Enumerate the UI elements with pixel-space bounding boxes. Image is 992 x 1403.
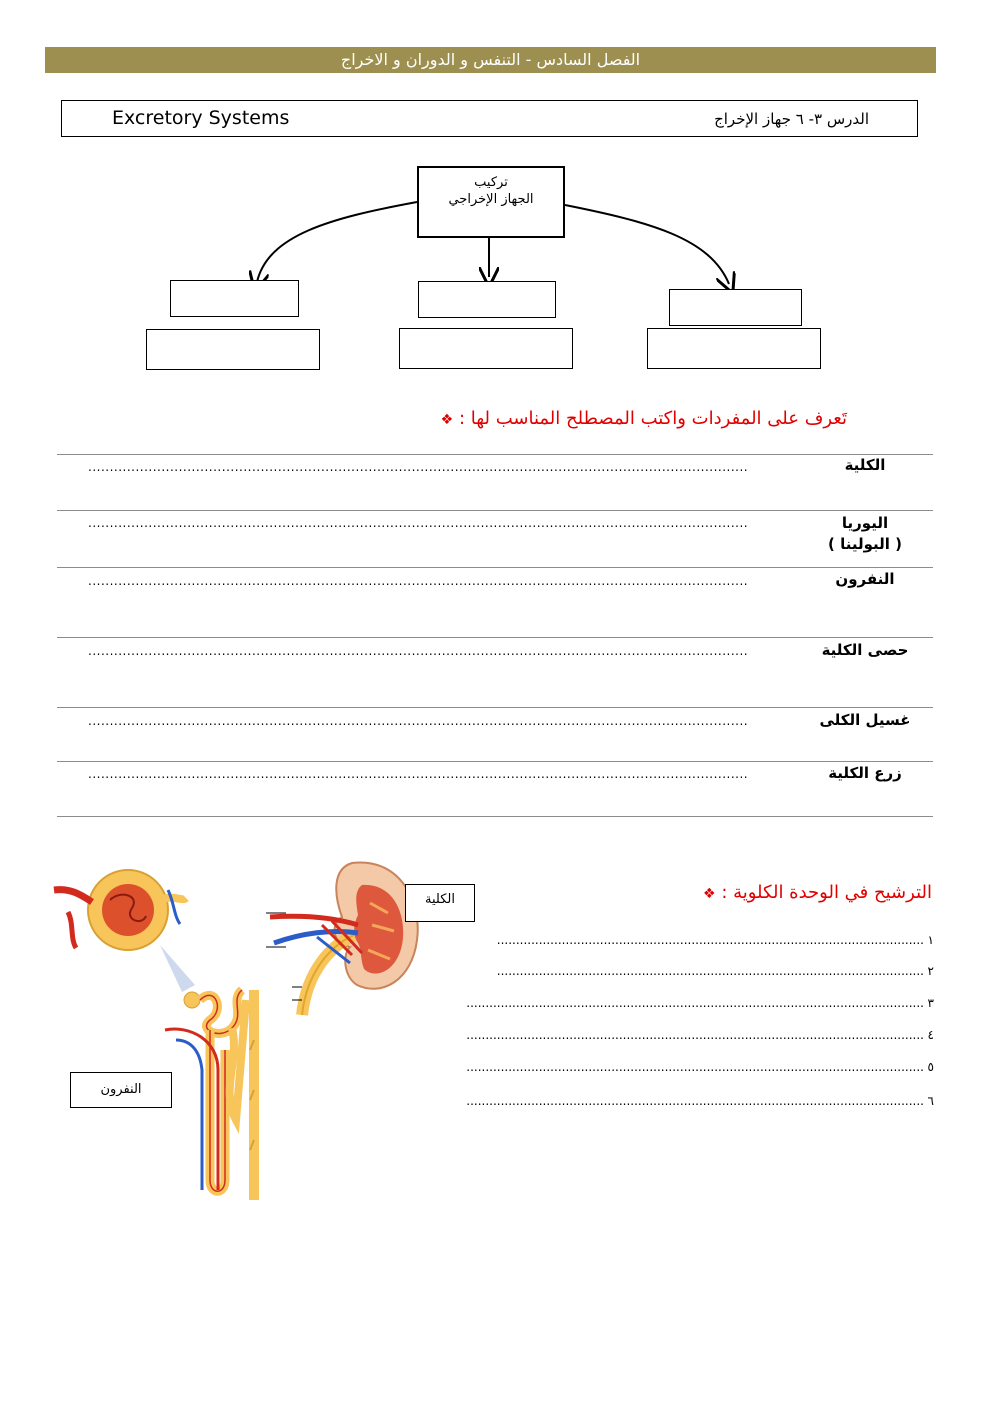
concept-box-left-bottom[interactable] [146, 329, 320, 370]
filtration-number-6: ٦ [927, 1094, 934, 1108]
kidney-label: الكلية [405, 884, 475, 922]
answer-line-kidney-stones[interactable]: ......................................................................................................................................................... [88, 644, 749, 658]
row-divider [57, 707, 933, 708]
kidney-illustration [262, 855, 432, 1025]
answer-line-nephron[interactable]: ......................................................................................................................................................... [88, 574, 749, 588]
filtration-dots-6: ........................................................................................................................ [466, 1094, 924, 1108]
answer-line-kidney[interactable]: ......................................................................................................................................................... [88, 460, 749, 474]
row-divider [57, 567, 933, 568]
row-divider [57, 816, 933, 817]
row-divider [57, 637, 933, 638]
term-urea [810, 513, 920, 555]
filtration-number-1: ١ [927, 933, 934, 947]
nephron-label: النفرون [70, 1072, 172, 1108]
filtration-line-6[interactable] [400, 1094, 934, 1108]
answer-line-urea[interactable]: ......................................................................................................................................................... [88, 516, 749, 530]
term-kidney: الكلية [844, 456, 886, 474]
lesson-title-arabic: الدرس ٣- ٦ جهاز الإخراج [714, 110, 869, 128]
concept-box-middle-bottom[interactable] [399, 328, 573, 369]
term-nephron: النفرون [835, 570, 895, 588]
filtration-line-2[interactable] [400, 964, 934, 978]
chapter-banner: الفصل السادس - التنفس و الدوران و الاخراج [45, 47, 936, 73]
filtration-line-1[interactable] [400, 933, 934, 947]
vocabulary-heading-text: تَعرف على المفردات واكتب المصطلح المناسب لها : [458, 408, 847, 429]
concept-box-right-bottom[interactable] [647, 328, 821, 369]
lesson-title-english: Excretory Systems [112, 107, 290, 129]
diamond-bullet-icon: ❖ [703, 886, 716, 902]
filtration-dots-5: ........................................................................................................................ [466, 1060, 924, 1074]
filtration-line-5[interactable] [400, 1060, 934, 1074]
filtration-dots-1: ................................................................................................................ [496, 933, 924, 947]
filtration-dots-3: ........................................................................................................................ [466, 996, 924, 1010]
arrow-right [565, 205, 729, 284]
concept-root-line1: تركيب [474, 175, 508, 190]
vocabulary-heading [441, 408, 847, 429]
row-divider [57, 510, 933, 511]
filtration-number-3: ٣ [927, 996, 934, 1010]
filtration-number-2: ٢ [927, 964, 934, 978]
diamond-bullet-icon: ❖ [440, 412, 454, 428]
filtration-dots-4: ........................................................................................................................ [466, 1028, 924, 1042]
term-kidney-stones: حصى الكلية [821, 641, 909, 659]
filtration-line-3[interactable] [400, 996, 934, 1010]
answer-line-dialysis[interactable]: ......................................................................................................................................................... [88, 714, 749, 728]
concept-box-right-top[interactable] [669, 289, 802, 326]
term-kidney-transplant: زرع الكلية [828, 764, 902, 782]
answer-line-kidney-transplant[interactable]: ......................................................................................................................................................... [88, 767, 749, 781]
filtration-heading-text: الترشيح في الوحدة الكلوية : [721, 882, 932, 903]
term-dialysis: غسيل الكلى [819, 711, 911, 729]
term-urea-line2: ( البولينا ) [828, 535, 902, 553]
concept-root-line2: الجهاز الإخراجي [448, 192, 534, 207]
filtration-number-4: ٤ [927, 1028, 934, 1042]
row-divider [57, 761, 933, 762]
filtration-heading [703, 882, 932, 903]
nephron-illustration [50, 860, 280, 1205]
filtration-line-4[interactable] [400, 1028, 934, 1042]
filtration-dots-2: ................................................................................................................ [496, 964, 924, 978]
filtration-number-5: ٥ [927, 1060, 934, 1074]
concept-box-middle-top[interactable] [418, 281, 556, 318]
term-urea-line1: اليوريا [841, 514, 889, 532]
concept-root-box [417, 166, 565, 238]
arrow-left [257, 202, 417, 282]
row-divider [57, 454, 933, 455]
concept-box-left-top[interactable] [170, 280, 299, 317]
